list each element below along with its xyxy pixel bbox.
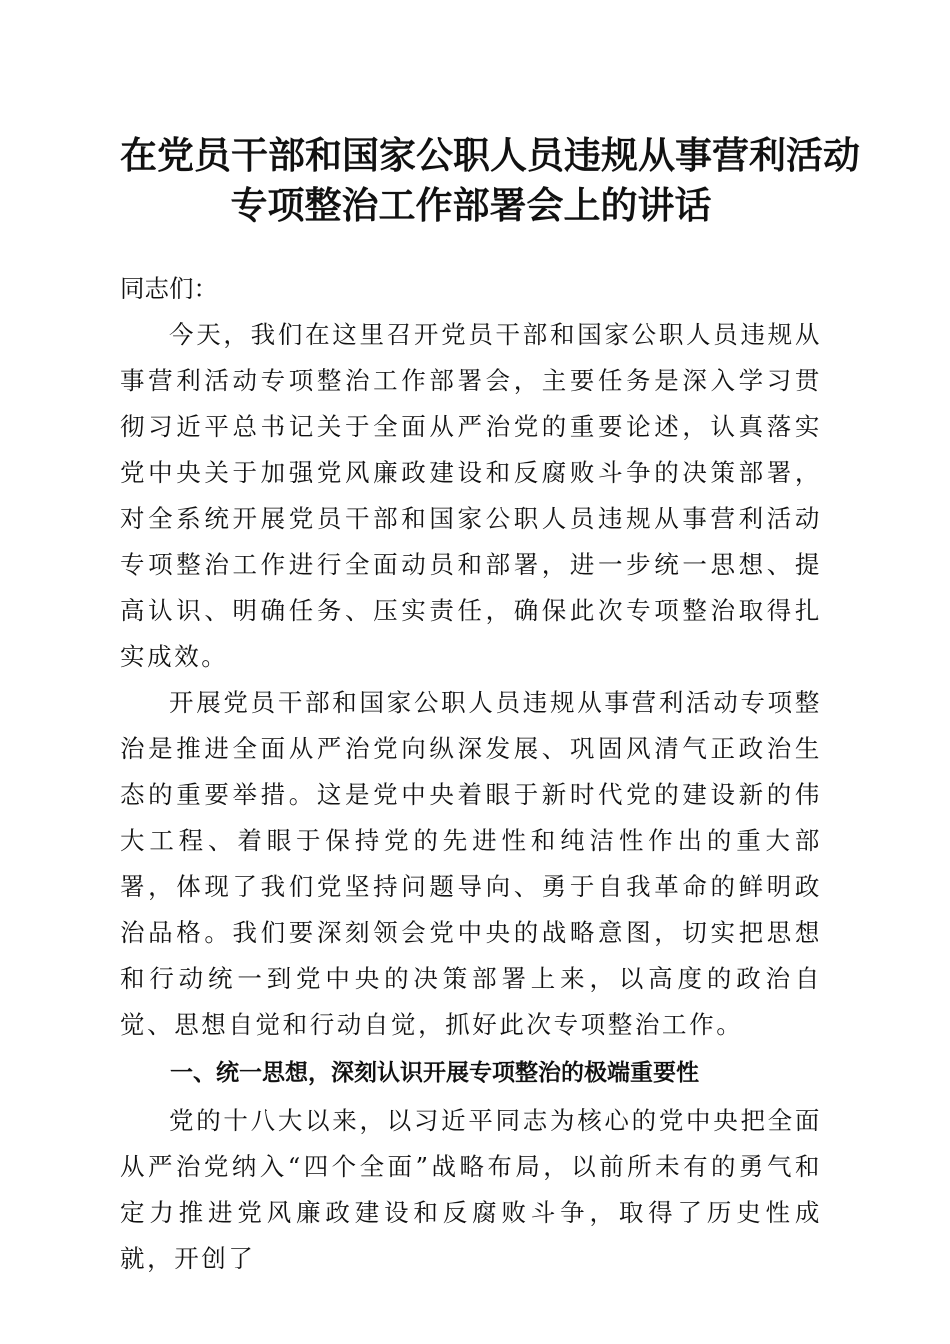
section-heading: 一、统一思想，深刻认识开展专项整治的极端重要性 <box>170 1060 699 1086</box>
document-title <box>120 130 860 230</box>
section-paragraph: 党的十八大以来，以习近平同志为核心的党中央把全面从严治党纳入“四个全面”战略布局，以前所未有的勇气和定力推进党风廉政建设和反腐败斗争，取得了历史性成就，开创了 <box>120 1106 822 1273</box>
title-line-2: 专项整治工作部署会上的讲话 <box>230 183 712 227</box>
title-line-1: 在党员干部和国家公职人员违规从事营利活动 <box>120 133 860 177</box>
salutation: 同志们： <box>120 274 218 303</box>
document-page <box>120 130 860 1282</box>
body-paragraph-1: 今天，我们在这里召开党员干部和国家公职人员违规从事营利活动专项整治工作部署会，主要任务是深入学习贯彻习近平总书记关于全面从严治党的重要论述，认真落实党中央关于加强党风廉政建设和反腐败斗争的决策部署，对全系统开展党员干部和国家公职人员违规从事营利活动专项整治工作进行全面动员和部署，进一步统一思想、提高认识、明确任务、压实责任，确保此次专项整治取得扎实成效。 <box>120 320 822 671</box>
body-paragraph-2: 开展党员干部和国家公职人员违规从事营利活动专项整治是推进全面从严治党向纵深发展、巩固风清气正政治生态的重要举措。这是党中央着眼于新时代党的建设新的伟大工程、着眼于保持党的先进性和纯洁性作出的重大部署，体现了我们党坚持问题导向、勇于自我革命的鲜明政治品格。我们要深刻领会党中央的战略意图，切实把思想和行动统一到党中央的决策部署上来，以高度的政治自觉、思想自觉和行动自觉，抓好此次专项整治工作。 <box>120 688 822 1039</box>
